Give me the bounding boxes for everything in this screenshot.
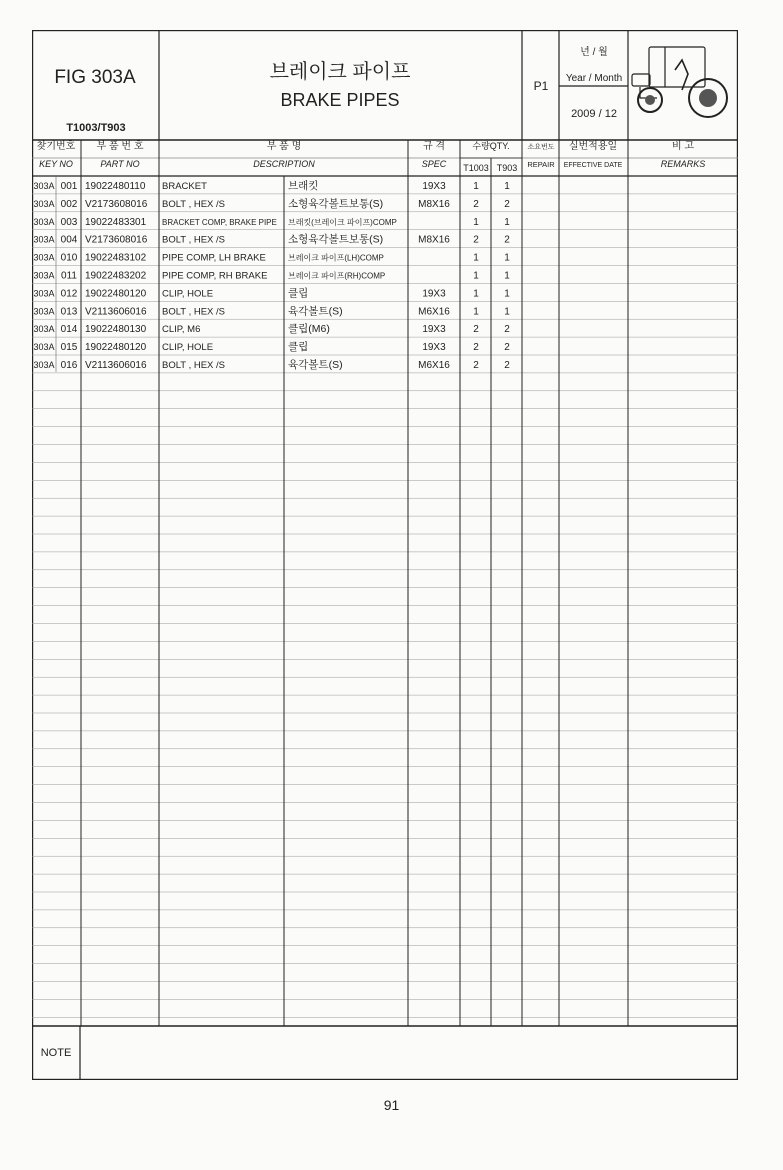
- cell-fig: 303A: [33, 216, 55, 227]
- table-row: [33, 340, 510, 353]
- col-remarks-kr: 비 고: [671, 141, 695, 152]
- cell-part-no: 19022483202: [85, 270, 147, 282]
- cell-key-no: 003: [60, 216, 78, 228]
- cell-qty-t1003: 2: [473, 198, 479, 210]
- cell-description-kr: 브레이크 파이프(RH)COMP: [288, 271, 386, 281]
- cell-qty-t1003: 2: [473, 360, 479, 371]
- table-grid: [32, 194, 738, 1017]
- cell-spec: 19X3: [422, 342, 446, 354]
- table-row: [33, 233, 510, 246]
- cell-qty-t1003: 1: [473, 216, 479, 228]
- cell-qty-t903: 2: [504, 198, 510, 210]
- cell-qty-t903: 1: [504, 181, 510, 192]
- cell-part-no: 19022483301: [85, 216, 147, 228]
- cell-fig: 303A: [33, 360, 55, 370]
- cell-part-no: V2113606016: [85, 360, 147, 371]
- cell-part-no: 19022480120: [85, 288, 147, 300]
- cell-qty-t903: 1: [504, 216, 510, 228]
- parts-list-sheet: [32, 30, 738, 1080]
- col-key-en: KEY NO: [39, 159, 73, 169]
- cell-description-kr: 브래킷(브레이크 파이프)COMP: [288, 217, 397, 227]
- cell-description: BOLT , HEX /S: [162, 234, 226, 246]
- page-number: 91: [383, 1097, 400, 1113]
- cell-key-no: 016: [60, 360, 78, 371]
- cell-spec: M6X16: [418, 360, 450, 371]
- issue-date: 2009 / 12: [571, 108, 617, 120]
- cell-description: CLIP, HOLE: [162, 288, 214, 300]
- cell-qty-t1003: 1: [473, 270, 479, 282]
- table-row: [33, 217, 510, 228]
- cell-qty-t1003: 1: [473, 306, 479, 318]
- cell-qty-t903: 1: [504, 252, 510, 264]
- page-code: P1: [533, 79, 549, 93]
- col-spec-kr: 규 격: [422, 141, 446, 152]
- cell-description-kr: 소형육각볼트보통(S): [288, 197, 384, 210]
- cell-qty-t1003: 2: [473, 324, 479, 336]
- cell-key-no: 004: [60, 234, 78, 246]
- cell-description-kr: 클립: [288, 341, 309, 354]
- table-row: [33, 358, 510, 371]
- cell-description: CLIP, HOLE: [162, 342, 214, 354]
- cell-qty-t903: 2: [504, 324, 510, 336]
- cell-description: BOLT , HEX /S: [162, 306, 226, 318]
- col-repair-kr: 소요번도: [527, 144, 555, 151]
- title-english: BRAKE PIPES: [280, 90, 400, 110]
- year-month-korean: 년 / 월: [580, 47, 608, 58]
- cell-qty-t903: 2: [504, 342, 510, 354]
- cell-fig: 303A: [33, 270, 55, 281]
- cell-spec: M6X16: [418, 306, 450, 318]
- cell-qty-t1003: 1: [473, 252, 479, 264]
- cell-qty-t903: 2: [504, 234, 510, 246]
- col-qty-t1003: T1003: [463, 163, 489, 173]
- table-row: [33, 197, 510, 210]
- table-row: [33, 304, 510, 317]
- cell-qty-t903: 1: [504, 288, 510, 300]
- cell-description-kr: 클립(M6): [288, 323, 330, 336]
- table-row: [33, 179, 510, 192]
- cell-key-no: 012: [60, 288, 78, 300]
- cell-description: CLIP, M6: [162, 324, 201, 336]
- col-repair-en: REPAIR: [527, 160, 555, 169]
- cell-description: BRACKET COMP, BRAKE PIPE: [162, 217, 277, 227]
- cell-part-no: 19022480120: [85, 342, 147, 354]
- cell-key-no: 014: [60, 324, 78, 336]
- cell-key-no: 011: [61, 270, 77, 282]
- cell-spec: 19X3: [422, 181, 446, 192]
- tractor-icon: [632, 47, 727, 117]
- cell-qty-t1003: 1: [473, 288, 479, 300]
- col-spec-en: SPEC: [421, 159, 447, 169]
- cell-part-no: 19022480130: [85, 324, 147, 336]
- cell-key-no: 010: [60, 252, 78, 264]
- col-eff-kr: 실번적용일: [568, 141, 618, 152]
- cell-part-no: V2173608016: [85, 234, 148, 246]
- figure-number: FIG 303A: [54, 67, 136, 88]
- cell-fig: 303A: [33, 288, 55, 299]
- year-month-english: Year / Month: [565, 73, 623, 84]
- cell-part-no: V2113606016: [85, 306, 147, 318]
- cell-description-kr: 클립: [288, 287, 309, 300]
- cell-key-no: 015: [60, 342, 78, 354]
- table-rows: [33, 179, 510, 371]
- col-part-kr: 부 품 번 호: [96, 141, 144, 152]
- cell-qty-t1003: 2: [473, 234, 479, 246]
- cell-description-kr: 육각볼트(S): [288, 305, 343, 318]
- table-row: [33, 322, 510, 335]
- col-part-en: PART NO: [100, 159, 140, 169]
- cell-description-kr: 육각볼트(S): [288, 359, 343, 371]
- cell-fig: 303A: [33, 324, 55, 335]
- table-row: [33, 253, 510, 264]
- cell-qty-t903: 1: [504, 306, 510, 318]
- cell-fig: 303A: [33, 198, 55, 209]
- cell-part-no: V2173608016: [85, 198, 148, 210]
- cell-description: BOLT , HEX /S: [162, 198, 226, 210]
- cell-qty-t903: 1: [504, 270, 510, 282]
- note-label: NOTE: [40, 1047, 72, 1059]
- cell-key-no: 013: [60, 306, 78, 318]
- cell-description: BRACKET: [162, 181, 207, 192]
- col-desc-kr: 부 품 명: [266, 141, 302, 152]
- col-qty-kr: 수량QTY.: [472, 141, 510, 151]
- cell-key-no: 002: [60, 198, 78, 210]
- cell-description-kr: 브래킷: [288, 180, 319, 192]
- table-row: [33, 271, 510, 282]
- col-desc-en: DESCRIPTION: [253, 159, 315, 169]
- col-qty-t903: T903: [496, 163, 518, 173]
- cell-spec: M8X16: [418, 198, 450, 210]
- cell-description: BOLT , HEX /S: [162, 360, 226, 371]
- cell-description: PIPE COMP, RH BRAKE: [162, 270, 268, 282]
- cell-fig: 303A: [33, 306, 55, 317]
- table-row: [33, 286, 510, 299]
- cell-fig: 303A: [33, 181, 55, 191]
- cell-description-kr: 소형육각볼트보통(S): [288, 233, 384, 246]
- cell-qty-t1003: 1: [473, 181, 479, 192]
- cell-fig: 303A: [33, 342, 55, 353]
- col-key-kr: 찾기번호: [36, 141, 76, 152]
- cell-part-no: 19022483102: [85, 252, 147, 264]
- cell-spec: 19X3: [422, 288, 446, 300]
- cell-key-no: 001: [60, 181, 78, 192]
- cell-fig: 303A: [33, 252, 55, 263]
- cell-description-kr: 브레이크 파이프(LH)COMP: [288, 253, 384, 263]
- cell-qty-t1003: 2: [473, 342, 479, 354]
- cell-fig: 303A: [33, 234, 55, 245]
- model-label: T1003/T903: [66, 122, 126, 134]
- cell-spec: 19X3: [422, 324, 446, 336]
- col-eff-en: EFFECTIVE DATE: [563, 162, 623, 169]
- col-remarks-en: REMARKS: [660, 159, 706, 169]
- cell-part-no: 19022480110: [85, 181, 146, 192]
- cell-description: PIPE COMP, LH BRAKE: [162, 252, 266, 264]
- cell-spec: M8X16: [418, 234, 450, 246]
- title-korean: 브레이크 파이프: [269, 61, 411, 83]
- cell-qty-t903: 2: [504, 360, 510, 371]
